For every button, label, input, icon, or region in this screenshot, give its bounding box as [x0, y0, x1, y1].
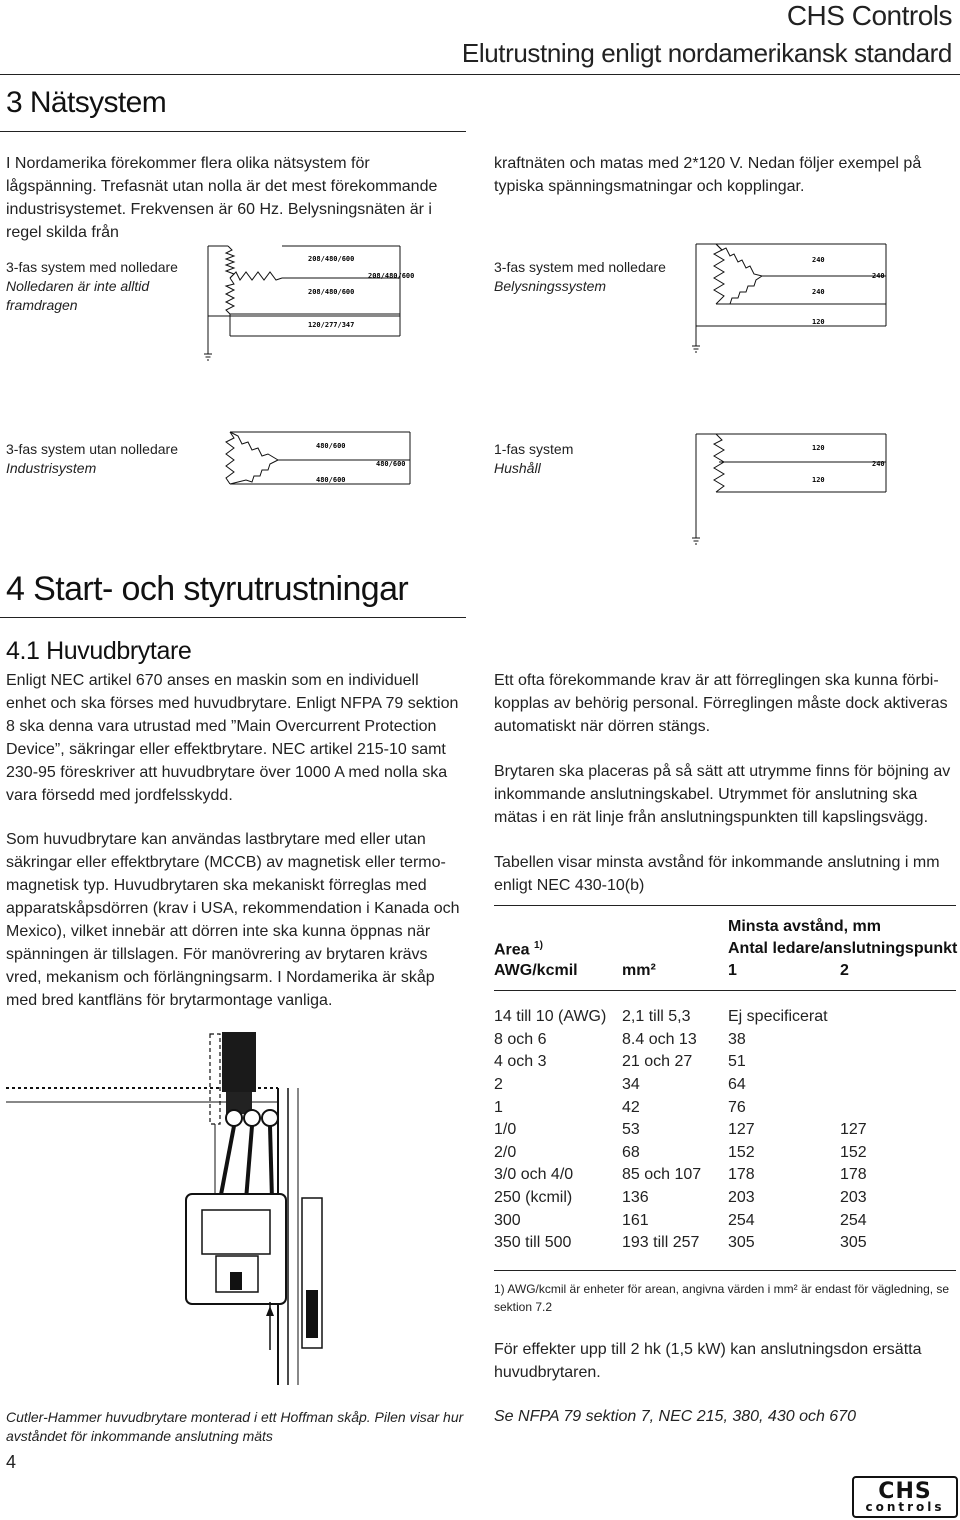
cell-area-awg: 1/0 [494, 1121, 517, 1139]
table-col-2: 2 [840, 962, 849, 979]
cell-distance-2 [840, 1096, 920, 1119]
cell-distance-2: 305 [840, 1234, 867, 1252]
brand-name: CHS Controls [786, 0, 952, 31]
cell-distance-2: 152 [840, 1143, 867, 1161]
table-row [494, 1209, 920, 1232]
horsepower-note: För effekter upp till 2 hk (1,5 kW) kan anslutningsdon ersätta huvudbrytaren. [494, 1341, 922, 1381]
cell-distance-2 [840, 1029, 920, 1052]
cell-area-mm2: 21 och 27 [622, 1053, 693, 1071]
cell-area-awg: 14 till 10 (AWG) [494, 1008, 607, 1026]
table-top-rule [494, 905, 956, 906]
header-rule [0, 74, 960, 75]
diagram-4-label [494, 440, 694, 478]
table-row [494, 1187, 920, 1210]
cell-distance-2 [840, 1051, 920, 1074]
right-paragraph-1: Ett ofta förekommande krav är att förreglingen ska kunna förbi-kopplas av behörig personal. Förreglingen måste dock aktiveras automatiskt när dörren stängs. [494, 672, 948, 735]
table-row [494, 1164, 920, 1187]
table-col-mm2: mm² [622, 962, 656, 979]
breaker-photo [6, 1010, 370, 1385]
cell-distance-1: 127 [728, 1121, 755, 1139]
table-head-area [494, 940, 543, 959]
diagram-1-title: 3-fas system med nolledare [6, 259, 178, 275]
cell-distance-2: 178 [840, 1166, 867, 1184]
cell-distance-1: 76 [728, 1098, 746, 1116]
diagram-1-label [6, 258, 206, 315]
document-subtitle: Elutrustning enligt nordamerikansk standard [461, 38, 952, 68]
left-paragraph-1: Enligt NEC artikel 670 anses en maskin som en individuell enhet och ska förses med huvudbrytare. Enligt NFPA 79 sektion 8 ska denna vara utrustad med ”Main Overcurrent Protection Device”, säkringar eller effektbrytare. NEC artikel 215-10 samt 230-95 föreskriver att huvudbrytare över 1000 A med nolla ska vara försedd med jordfelsskydd. [6, 672, 459, 804]
cell-distance-1: 178 [728, 1166, 755, 1184]
table-head-distance: Minsta avstånd, mm [728, 918, 881, 935]
diagram-1-label-a: 208/480/600 [308, 255, 355, 263]
diagram-1-note-2: framdragen [6, 297, 78, 313]
section-3-intro-right: kraftnäten och matas med 2*120 V. Nedan följer exempel på typiska spänningsmatningar och kopplingar. [494, 155, 922, 195]
distance-table [494, 1006, 920, 1255]
cell-area-awg: 4 och 3 [494, 1053, 547, 1071]
table-head-area-note: 1) [534, 940, 543, 951]
diagram-1-label-n: 120/277/347 [308, 321, 355, 329]
cell-distance-1: 203 [728, 1189, 755, 1207]
diagram-1-wiring [200, 236, 416, 366]
diagram-3-title: 3-fas system utan nolledare [6, 441, 178, 457]
table-footnote: 1) AWG/kcmil är enheter för arean, angivna värden i mm² är endast för vägledning, se sektion 7.2 [494, 1282, 950, 1314]
chs-controls-logo [852, 1476, 958, 1518]
cell-area-mm2: 34 [622, 1076, 640, 1094]
cell-distance-1: 64 [728, 1076, 746, 1094]
section-4-1-title: 4.1 Huvudbrytare [6, 637, 192, 665]
right-paragraph-3: Tabellen visar minsta avstånd för inkommande anslutning i mm enligt NEC 430-10(b) [494, 854, 940, 894]
logo-bottom-text: controls [865, 1500, 945, 1514]
diagram-4-title: 1-fas system [494, 441, 574, 457]
diagram-4-label-b: 120 [812, 476, 825, 484]
cell-area-awg: 2 [494, 1076, 503, 1094]
cell-area-mm2: 2,1 till 5,3 [622, 1008, 691, 1026]
cell-area-mm2: 136 [622, 1189, 649, 1207]
logo-top-text: CHS [878, 1479, 932, 1504]
diagram-4-note-1: Hushåll [494, 460, 541, 476]
cell-distance-1: Ej specificerat [728, 1008, 828, 1026]
table-row [494, 1119, 920, 1142]
diagram-2-label-c: 240 [872, 272, 885, 280]
diagram-2-label-a: 240 [812, 256, 825, 264]
cell-area-mm2: 42 [622, 1098, 640, 1116]
diagram-2-label-b: 240 [812, 288, 825, 296]
distance-table-body [494, 1006, 920, 1255]
cell-area-mm2: 85 och 107 [622, 1166, 702, 1184]
table-bottom-rule [494, 1270, 956, 1271]
cell-distance-2: 127 [840, 1121, 867, 1139]
photo-caption: Cutler-Hammer huvudbrytare monterad i ett Hoffman skåp. Pilen visar hur avståndet för inkommande anslutning mäts [6, 1409, 464, 1444]
section-4-rule [0, 617, 466, 618]
cell-distance-1: 152 [728, 1143, 755, 1161]
reference-note: Se NFPA 79 sektion 7, NEC 215, 380, 430 och 670 [494, 1408, 856, 1425]
cell-distance-2 [840, 1006, 920, 1029]
diagram-2-wiring [686, 236, 898, 366]
diagram-3-label [6, 440, 206, 478]
cell-area-awg: 3/0 och 4/0 [494, 1166, 574, 1184]
cell-distance-2: 203 [840, 1189, 867, 1207]
table-row [494, 1232, 920, 1255]
table-header-rule [494, 990, 956, 991]
diagram-2-label [494, 258, 694, 296]
diagram-4-wiring [686, 424, 898, 556]
cell-area-awg: 350 till 500 [494, 1234, 572, 1252]
right-paragraph-2: Brytaren ska placeras på så sätt att utrymme finns för böjning av inkommande anslutningskabel. Utrymmet för anslutning ska mätas i en rät linje från anslutningspunkten till kapslingsvägg. [494, 763, 951, 826]
cell-area-awg: 1 [494, 1098, 503, 1116]
cell-area-awg: 300 [494, 1211, 521, 1229]
table-row [494, 1051, 920, 1074]
diagram-4-label-c: 240 [872, 460, 885, 468]
diagram-2-label-n: 120 [812, 318, 825, 326]
table-row [494, 1006, 920, 1029]
table-row [494, 1096, 920, 1119]
cell-area-mm2: 193 till 257 [622, 1234, 700, 1252]
page-number: 4 [6, 1452, 17, 1472]
cell-distance-1: 254 [728, 1211, 755, 1229]
diagram-3-label-c: 480/600 [376, 460, 406, 468]
diagram-2-title: 3-fas system med nolledare [494, 259, 666, 275]
cell-distance-1: 38 [728, 1030, 746, 1048]
diagram-3-wiring [220, 424, 420, 504]
cell-area-mm2: 53 [622, 1121, 640, 1139]
table-row [494, 1074, 920, 1097]
left-paragraph-2: Som huvudbrytare kan användas lastbrytare med eller utan säkringar eller effektbrytare (MCCB) av magnetisk eller termo-magnetisk typ. Huvudbrytaren ska mekaniskt förreglas med apparatskåpsdörren (krav i USA, rekommendation i Kanada och Mexico), vilket innebär att dörren inte ska kunna öppnas när spänningen är tillslagen. För manövrering av brytaren krävs vred, mekanism och förlängningsarm. I Nordamerika är skåp med bred kantfläns för brytarmontage vanliga. [6, 831, 460, 1009]
table-head-conductors: Antal ledare/anslutningspunkt [728, 940, 958, 957]
cell-area-mm2: 161 [622, 1211, 649, 1229]
diagram-1-label-c: 208/480/600 [368, 272, 415, 280]
cell-distance-2 [840, 1074, 920, 1097]
cell-area-mm2: 68 [622, 1143, 640, 1161]
section-3-title: 3 Nätsystem [6, 86, 167, 119]
diagram-3-note-1: Industrisystem [6, 460, 97, 476]
diagram-3-label-b: 480/600 [316, 476, 346, 484]
cell-area-awg: 8 och 6 [494, 1030, 547, 1048]
table-col-awg: AWG/kcmil [494, 962, 578, 979]
table-row [494, 1142, 920, 1165]
cell-area-mm2: 8.4 och 13 [622, 1030, 697, 1048]
diagram-3-label-a: 480/600 [316, 442, 346, 450]
diagram-2-note-1: Belysningssystem [494, 278, 607, 294]
cell-area-awg: 2/0 [494, 1143, 517, 1161]
section-3-rule [0, 131, 466, 132]
cell-distance-1: 305 [728, 1234, 755, 1252]
section-3-intro-left: I Nordamerika förekommer flera olika nätsystem för lågspänning. Trefasnät utan nolla är det mest förekommande industrisystemet. Frekvensen är 60 Hz. Belysningsnäten är i regel skilda från [6, 155, 438, 241]
cell-distance-2: 254 [840, 1211, 867, 1229]
table-head-area-label: Area [494, 941, 530, 959]
diagram-1-label-b: 208/480/600 [308, 288, 355, 296]
cell-area-awg: 250 (kcmil) [494, 1189, 573, 1207]
section-4-title: 4 Start- och styrutrustningar [6, 570, 409, 608]
diagram-4-label-a: 120 [812, 444, 825, 452]
cell-distance-1: 51 [728, 1053, 746, 1071]
table-col-1: 1 [728, 962, 737, 979]
diagram-1-note-1: Nolledaren är inte alltid [6, 278, 150, 294]
table-row [494, 1029, 920, 1052]
